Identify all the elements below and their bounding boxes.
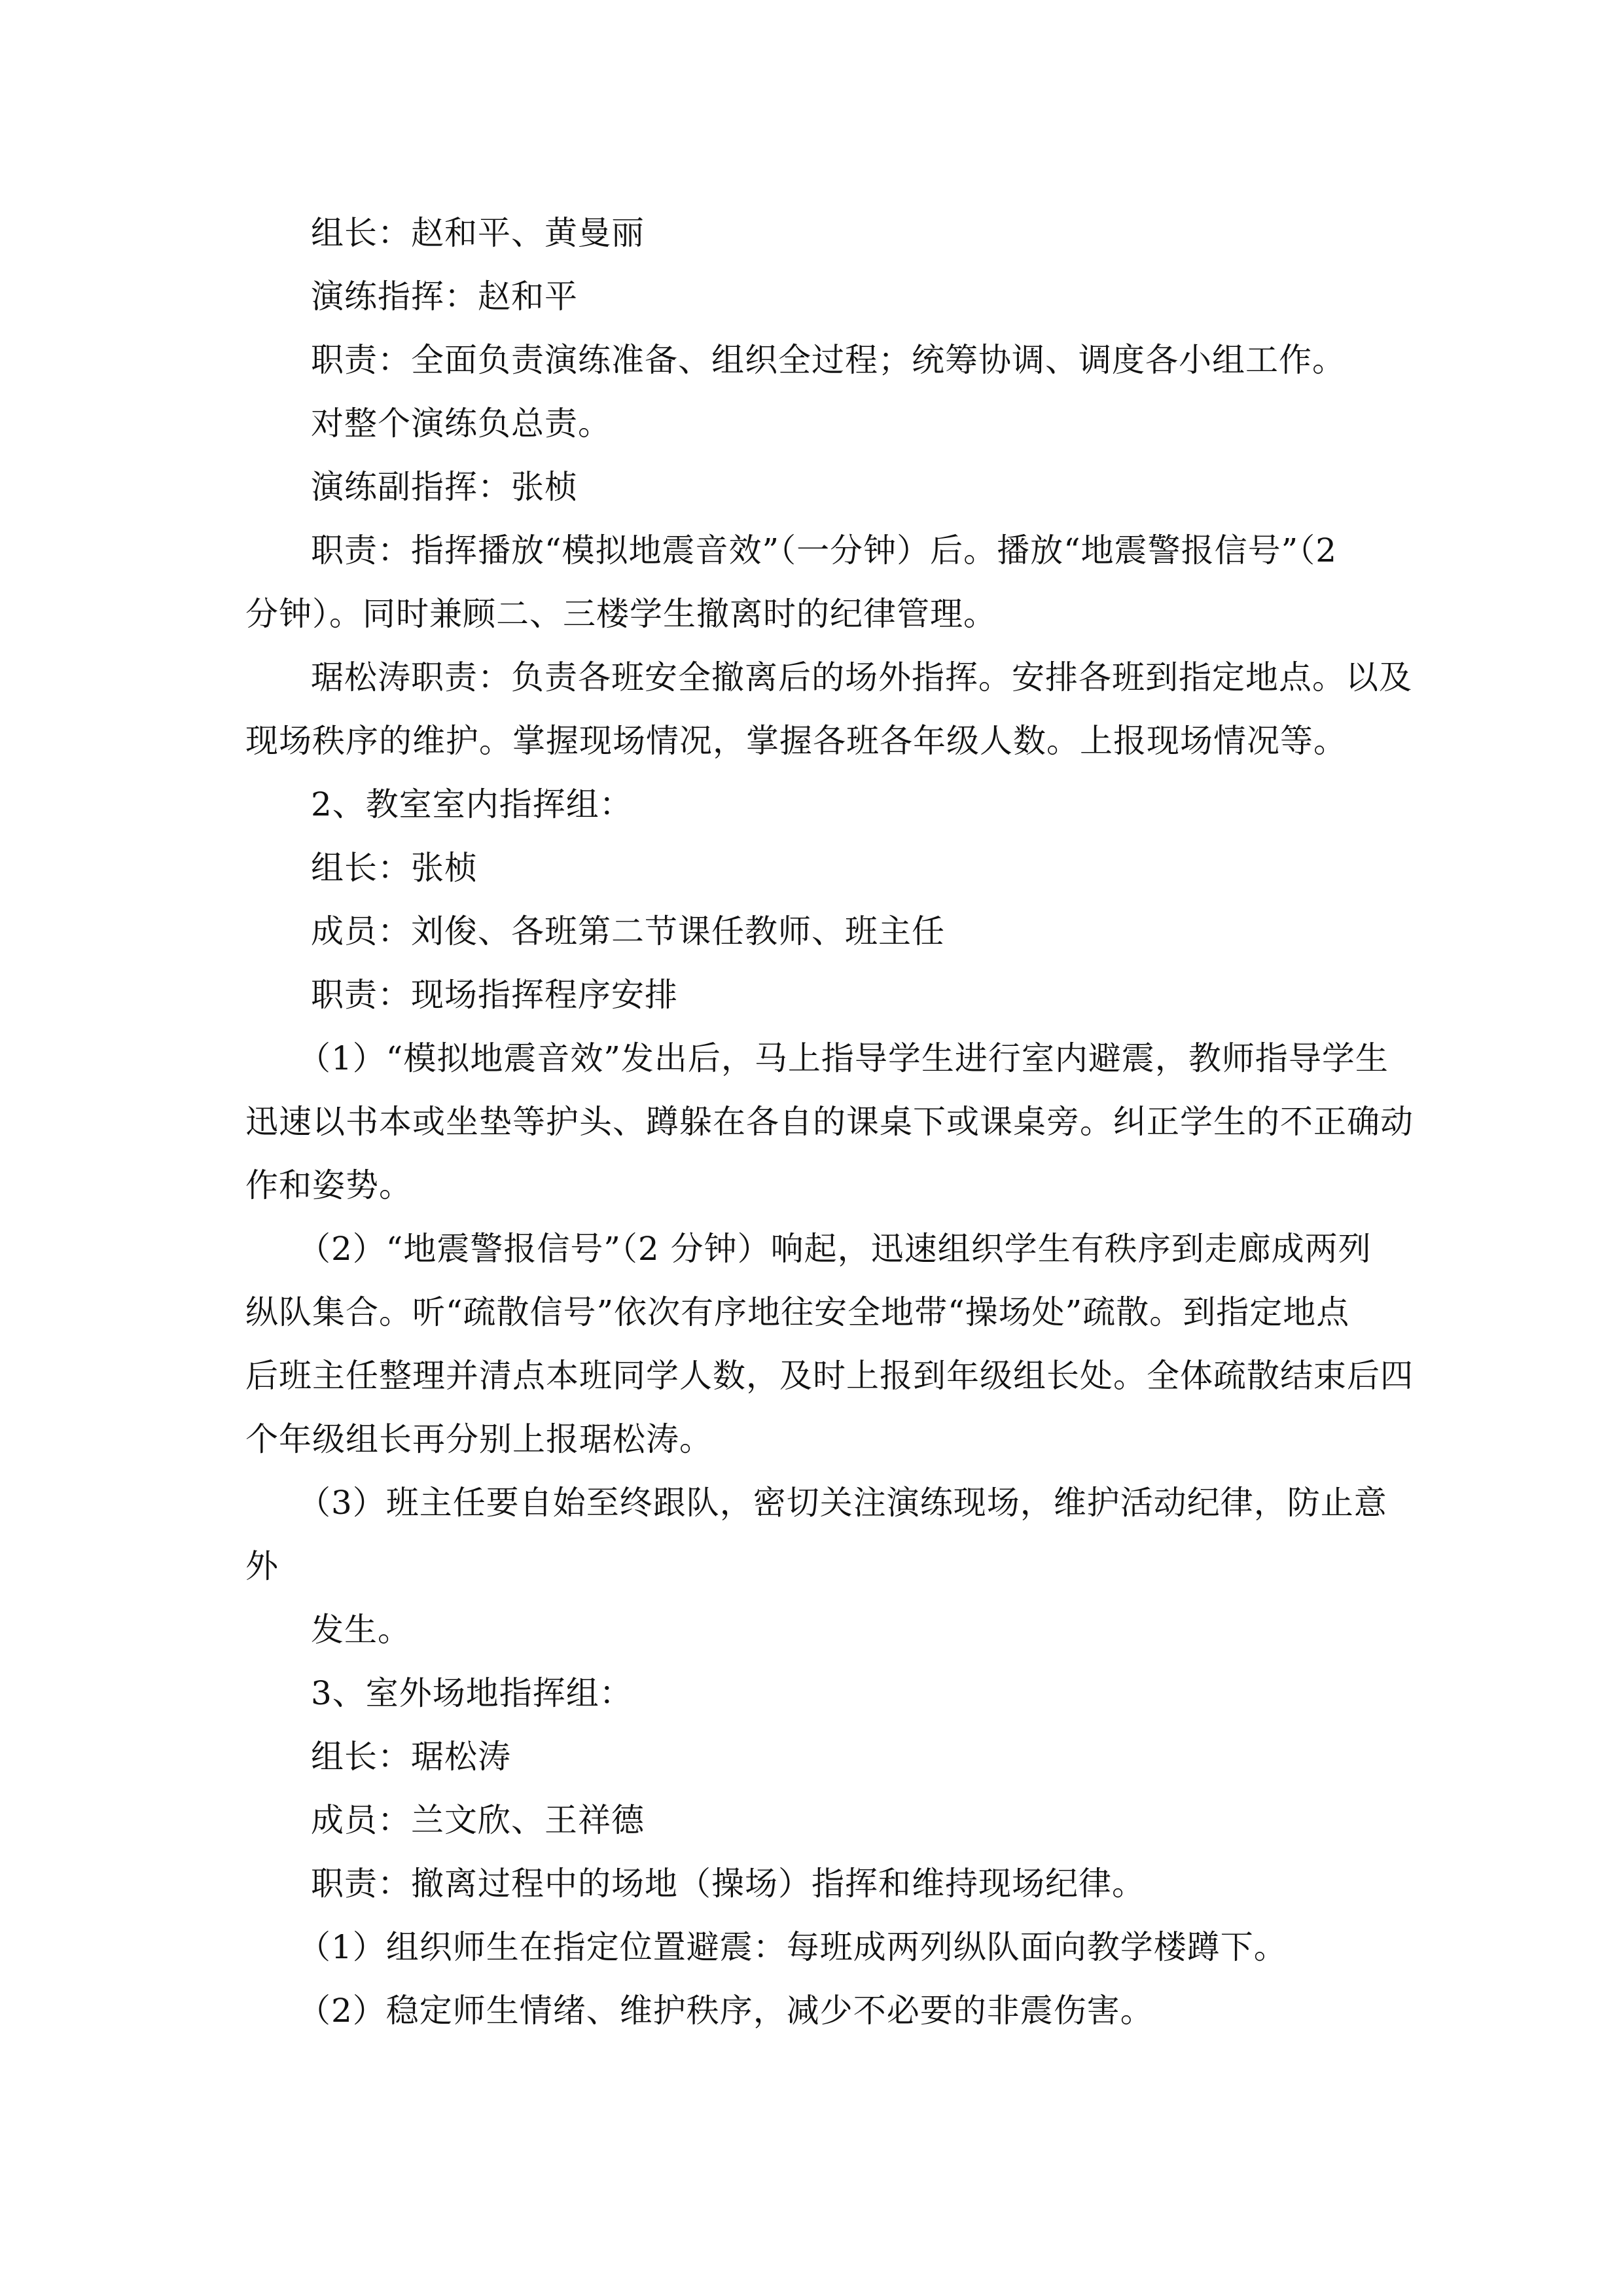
text-line: 迅速以书本或坐垫等护头、蹲躲在各自的课桌下或课桌旁。纠正学生的不正确动 (245, 1103, 1414, 1141)
text-line: 演练指挥：赵和平 (311, 278, 578, 315)
text-line: （3）班主任要自始至终跟队，密切关注演练现场，维护活动纪律，防止意 (298, 1484, 1387, 1522)
text-line: 分钟）。同时兼顾二、三楼学生撤离时的纪律管理。 (245, 595, 997, 633)
document-body (245, 202, 1414, 2043)
text-line: 演练副指挥：张桢 (311, 468, 578, 506)
text-line: 对整个演练负总责。 (311, 404, 611, 442)
text-line: 组长：琚松涛 (311, 1738, 511, 1776)
text-line: 职责：全面负责演练准备、组织全过程；统筹协调、调度各小组工作。 (311, 341, 1346, 379)
text-line: （1）“模拟地震音效”发出后，马上指导学生进行室内避震，教师指导学生 (298, 1039, 1389, 1077)
text-line: （1）组织师生在指定位置避震：每班成两列纵队面向教学楼蹲下。 (298, 1928, 1287, 1966)
text-line: 个年级组长再分别上报琚松涛。 (245, 1420, 713, 1458)
section-heading: 3、室外场地指挥组： (311, 1674, 633, 1712)
text-line: （2）“地震警报信号”（2 分钟）响起，迅速组织学生有秩序到走廊成两列 (298, 1230, 1372, 1268)
text-line: 纵队集合。听“疏散信号”依次有序地往安全地带“操场处”疏散。到指定地点 (245, 1293, 1350, 1331)
text-line: 作和姿势。 (245, 1166, 412, 1204)
text-line: 组长：张桢 (311, 849, 478, 887)
text-line: 成员：刘俊、各班第二节课任教师、班主任 (311, 912, 945, 950)
text-line: （2）稳定师生情绪、维护秩序，减少不必要的非震伤害。 (298, 1992, 1154, 2030)
text-line: 发生。 (311, 1611, 411, 1649)
text-line: 组长：赵和平、黄曼丽 (311, 214, 645, 252)
text-line: 职责：现场指挥程序安排 (311, 976, 678, 1014)
text-line: 后班主任整理并清点本班同学人数，及时上报到年级组长处。全体疏散结束后四 (245, 1357, 1414, 1395)
text-line: 职责：指挥播放“模拟地震音效”（一分钟）后。播放“地震警报信号”（2 (311, 531, 1338, 569)
text-line: 琚松涛职责：负责各班安全撤离后的场外指挥。安排各班到指定地点。以及 (311, 658, 1412, 696)
text-line: 成员：兰文欣、王祥德 (311, 1801, 645, 1839)
text-line: 外 (245, 1547, 279, 1585)
text-line: 现场秩序的维护。掌握现场情况，掌握各班各年级人数。上报现场情况等。 (245, 722, 1347, 760)
text-line: 职责：撤离过程中的场地（操场）指挥和维持现场纪律。 (311, 1865, 1145, 1903)
section-heading: 2、教室室内指挥组： (311, 785, 633, 823)
